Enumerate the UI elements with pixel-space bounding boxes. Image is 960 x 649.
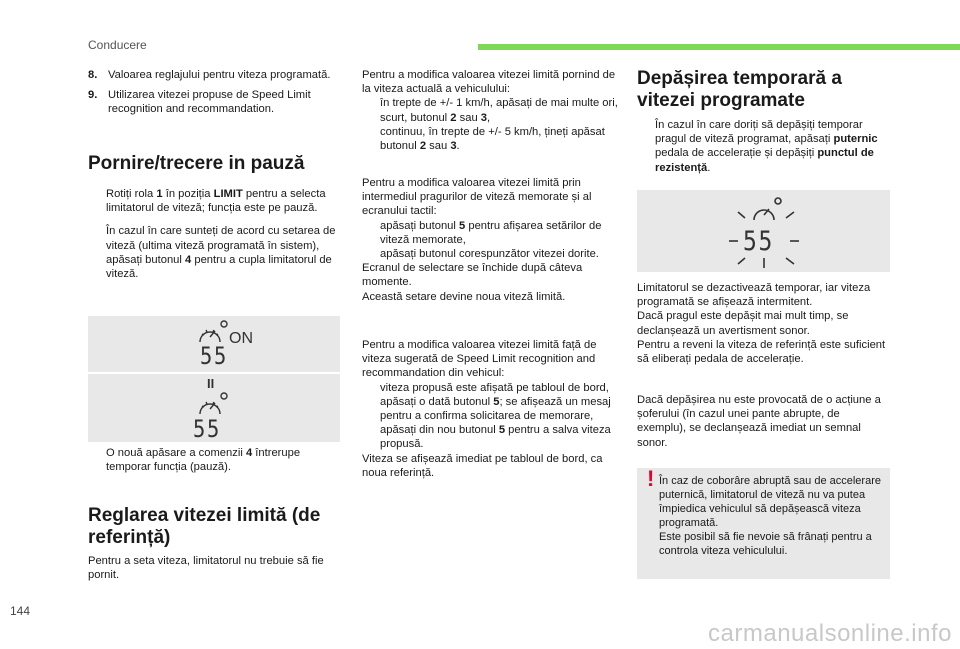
list-item: viteza propusă este afișată pe tabloul de bord, xyxy=(380,381,609,394)
exceed-explanation: Limitatorul se dezactivează temporar, iar viteza programată se afișează intermitent. Dacă pragul este depășit mai mult timp, se declanșează un avertisment sonor. Pentru a reveni la viteza de referință este suficient să eliberați pedala de accelerație. xyxy=(637,282,886,366)
pause-icon: II xyxy=(207,376,215,391)
list-item: În cazul în care sunteți de acord cu setarea de viteză (ultima viteză programată în sistem), apăsați butonul 4 pentru a cupla limitatorul de viteză. xyxy=(106,225,336,281)
list-item: Rotiți rola 1 în poziția LIMIT pentru a selecta limitatorul de viteză; funcția este pe pauză. xyxy=(106,188,326,215)
pause-bullets xyxy=(88,187,338,281)
list-item: apăsați butonul corespunzător vitezei dorite. xyxy=(380,248,599,261)
status-on: ON xyxy=(229,330,253,347)
list-item: O nouă apăsare a comenzii 4 întrerupe temporar funcția (pauză). xyxy=(106,447,301,474)
warning-text: În caz de coborâre abruptă sau de accelerare puternică, limitatorul de viteză nu va putea împiedica vehiculul să depășească viteza programată. Este posibil să fie nevoie să frânați pentru a controla viteza vehiculului. xyxy=(659,475,881,557)
reference-text: Pentru a seta viteza, limitatorul nu trebuie să fie pornit. xyxy=(88,555,324,582)
column-2-block-1: Pentru a modifica valoarea vitezei limită pornind de la viteza actuală a vehiculului: în trepte de +/- 1 km/h, apăsați de mai multe ori, scurt, butonul 2 sau 3, continuu, în trepte de +/- 5 km/h, țineți apăsat butonul 2 sau 3. xyxy=(362,68,620,153)
section-accent-bar xyxy=(478,44,960,50)
display-limiter-on xyxy=(88,316,340,372)
pause-resume-bullet xyxy=(88,446,338,474)
display-limiter-pause xyxy=(88,374,340,442)
section-title: Conducere xyxy=(88,38,147,52)
column-2-block-2: Pentru a modifica valoarea vitezei limită prin intermediul pragurilor de viteză memorate și al ecranului tactil: apăsați butonul 5 pentru afișarea setărilor de viteză memorate, apăsați butonul corespunzător vitezei dorite. Ecranul de selectare se închide după câteva momente. Această setare devine noua viteză limită. xyxy=(362,176,620,304)
list-item: apăsați butonul 5 pentru afișarea setărilor de viteză memorate, xyxy=(380,219,602,246)
page-number: 144 xyxy=(10,604,31,618)
column-2-block-3: Pentru a modifica valoarea vitezei limită față de viteza sugerată de Speed Limit recognition and recommandation din vehicul: viteza propusă este afișată pe tabloul de bord, apăsați o dată butonul 5; se afișează un mesaj pentru a confirma solicitarea de memorare, apăsați din nou butonul 5 pentru a salva viteza propusă. Viteza se afișează imediat pe tabloul de bord, ca noua referință. xyxy=(362,338,620,480)
exceed-bullet xyxy=(637,118,890,175)
list-item: În cazul în care doriți să depășiți temporar pragul de viteză programat, apăsați puternic pedala de accelerație și depășiți punctul de rezistență. xyxy=(655,119,878,174)
speed-value: 55 xyxy=(200,342,228,370)
column-1 xyxy=(88,68,338,123)
speed-value: 55 xyxy=(743,226,775,257)
list-item: continuu, în trepte de +/- 5 km/h, țineți apăsat butonul 2 sau 3. xyxy=(380,125,605,153)
list-item: apăsați din nou butonul 5 pentru a salva viteza propusă. xyxy=(380,424,611,451)
exceed-note: Dacă depășirea nu este provocată de o acțiune a șoferului (în cazul unei pante abrupte, de exemplu), se declanșează imediat un semnal sonor. xyxy=(637,394,881,449)
heading-reference: Reglarea vitezei limită (de referință) xyxy=(88,505,321,548)
heading-pause: Pornire/trecere in pauză xyxy=(88,153,305,174)
list-item: 9. Utilizarea vitezei propuse de Speed Limit recognition and recommandation. xyxy=(88,89,311,116)
watermark: carmanualsonline.info xyxy=(708,620,952,647)
heading-temporary-exceed: Depășirea temporară a vitezei programate xyxy=(637,68,842,111)
list-item: apăsați o dată butonul 5; se afișează un mesaj pentru a confirma solicitarea de memorare, xyxy=(380,395,611,423)
list-item: 8. Valoarea reglajului pentru viteza programată. xyxy=(88,69,331,81)
warning-box xyxy=(637,468,890,579)
list-item: în trepte de +/- 1 km/h, apăsați de mai multe ori, scurt, butonul 2 sau 3, xyxy=(380,97,618,124)
display-speed-flashing xyxy=(637,190,890,272)
speed-value: 55 xyxy=(193,415,221,443)
warning-icon: ! xyxy=(647,466,655,491)
